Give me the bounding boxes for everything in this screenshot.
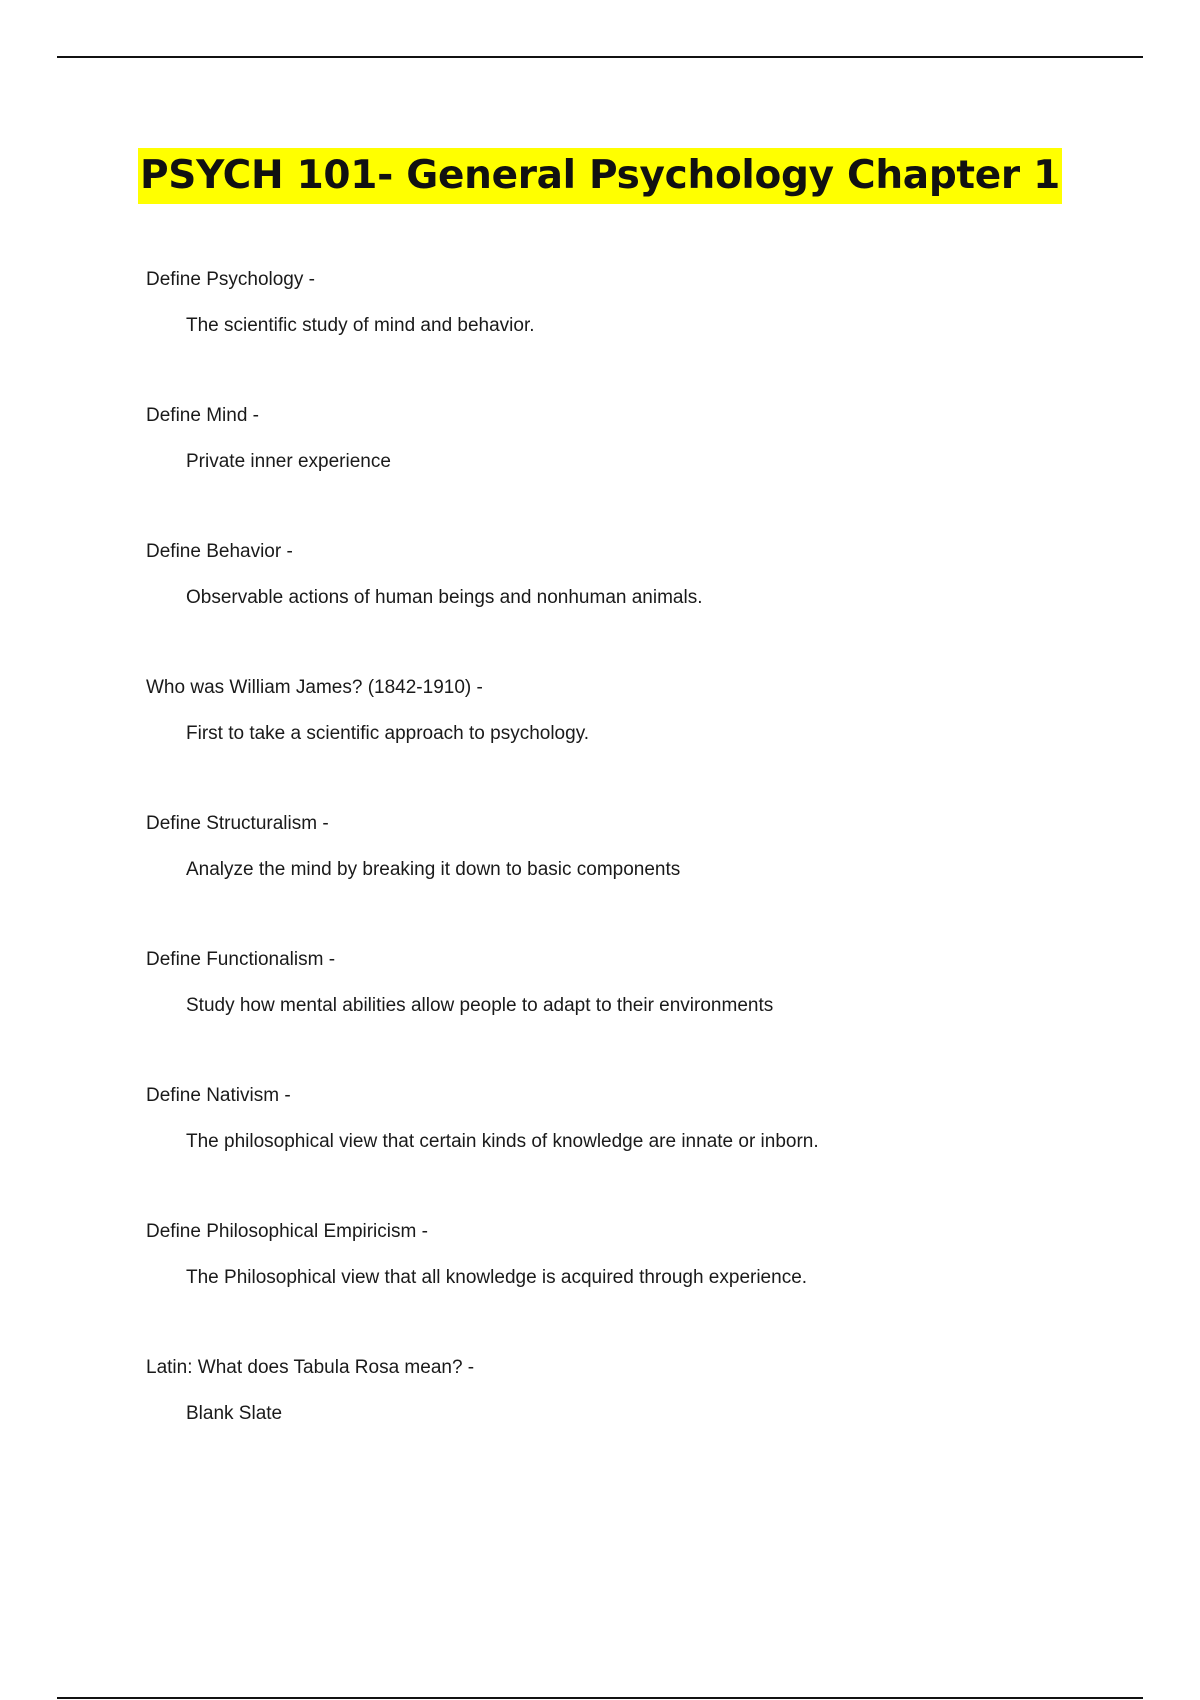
page-title: PSYCH 101- General Psychology Chapter 1 <box>138 148 1062 204</box>
qa-item <box>146 540 1146 676</box>
qa-item <box>146 948 1146 1084</box>
top-rule <box>57 56 1143 58</box>
title-container <box>0 148 1200 204</box>
qa-item <box>146 1084 1146 1220</box>
question-text: Define Functionalism - <box>146 949 336 970</box>
question-text: Define Behavior - <box>146 541 293 562</box>
qa-item <box>146 404 1146 540</box>
qa-item <box>146 1356 1146 1492</box>
answer-text: The philosophical view that certain kinds of knowledge are innate or inborn. <box>186 1131 819 1152</box>
question-text: Define Structuralism - <box>146 813 329 834</box>
question-text: Define Nativism - <box>146 1085 291 1106</box>
question-text: Define Psychology - <box>146 269 315 290</box>
question-text: Who was William James? (1842-1910) - <box>146 677 483 698</box>
answer-text: First to take a scientific approach to psychology. <box>186 723 590 744</box>
qa-item <box>146 812 1146 948</box>
answer-text: Blank Slate <box>186 1403 283 1424</box>
qa-item <box>146 676 1146 812</box>
answer-text: Private inner experience <box>186 451 391 472</box>
qa-item <box>146 268 1146 404</box>
qa-list <box>146 268 1146 1492</box>
answer-text: The scientific study of mind and behavior. <box>186 315 535 336</box>
qa-item <box>146 1220 1146 1356</box>
question-text: Define Mind - <box>146 405 259 426</box>
question-text: Latin: What does Tabula Rosa mean? - <box>146 1357 475 1378</box>
answer-text: Analyze the mind by breaking it down to basic components <box>186 859 681 880</box>
answer-text: Study how mental abilities allow people to adapt to their environments <box>186 995 774 1016</box>
answer-text: The Philosophical view that all knowledge is acquired through experience. <box>186 1267 808 1288</box>
question-text: Define Philosophical Empiricism - <box>146 1221 428 1242</box>
answer-text: Observable actions of human beings and nonhuman animals. <box>186 587 703 608</box>
bottom-rule <box>57 1697 1143 1699</box>
